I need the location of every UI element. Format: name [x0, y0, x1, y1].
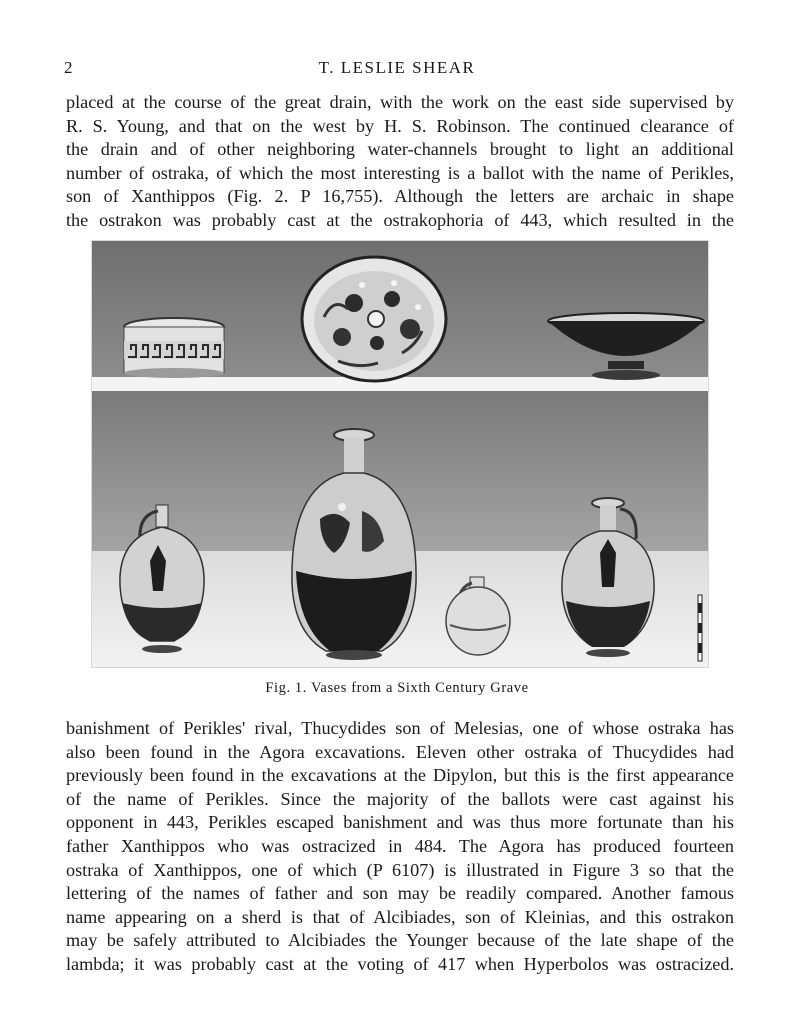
figure-caption: Fig. 1. Vases from a Sixth Century Grave — [265, 680, 529, 696]
pyxis-box — [124, 318, 224, 378]
paragraph-1 — [66, 91, 734, 233]
text-line: of the name of Perikles. Since the majority of the ballots were cast against his — [66, 788, 734, 809]
text-line: banishment of Perikles' rival, Thucydides son of Melesias, one of whose ostraka has — [66, 718, 734, 738]
text-line: name appearing on a sherd is that of Alcibiades, son of Kleinias, and this ostrakon — [66, 906, 734, 927]
text-line: lettering of the names of father and son may be readily compared. Another famous — [66, 883, 734, 904]
text-line: previously been found in the excavations at the Dipylon, but this is the first appearance — [66, 765, 734, 786]
text-line: the ostrakon was probably cast at the ostrakophoria of 443, which resulted in the — [66, 209, 734, 230]
text-line: R. S. Young, and that on the west by H. S. Robinson. The continued clearance of — [66, 115, 734, 136]
text-line: also been found in the Agora excavations. Eleven other ostraka of Thucydides had — [66, 741, 734, 762]
figure-1-photo — [91, 240, 709, 668]
running-head: T. LESLIE SHEAR — [318, 58, 476, 77]
paragraph-2 — [66, 717, 734, 977]
text-line: ostraka of Xanthippos, one of which (P 6107) is illustrated in Figure 3 so that the — [66, 859, 734, 880]
text-line: opponent in 443, Perikles escaped banishment and was thus more fortunate than his — [66, 812, 734, 833]
text-line: son of Xanthippos (Fig. 2. P 16,755). Although the letters are archaic in shape — [66, 186, 734, 207]
scale-bar — [698, 595, 702, 661]
text-line: may be safely attributed to Alcibiades the Younger because of the late shape of the — [66, 930, 734, 951]
page-number: 2 — [64, 58, 73, 77]
text-line: number of ostraka, of which the most interesting is a ballot with the name of Perikles, — [66, 162, 734, 183]
decorated-plate — [302, 257, 446, 381]
text-line: placed at the course of the great drain, with the work on the east side supervised by — [66, 92, 734, 112]
text-line: the drain and of other neighboring water-channels brought to light an additional — [66, 139, 734, 160]
text-line: father Xanthippos who was ostracized in 484. The Agora has produced fourteen — [66, 835, 734, 856]
text-line: lambda; it was probably cast at the voting of 417 when Hyperbolos was ostracized. — [66, 953, 734, 974]
